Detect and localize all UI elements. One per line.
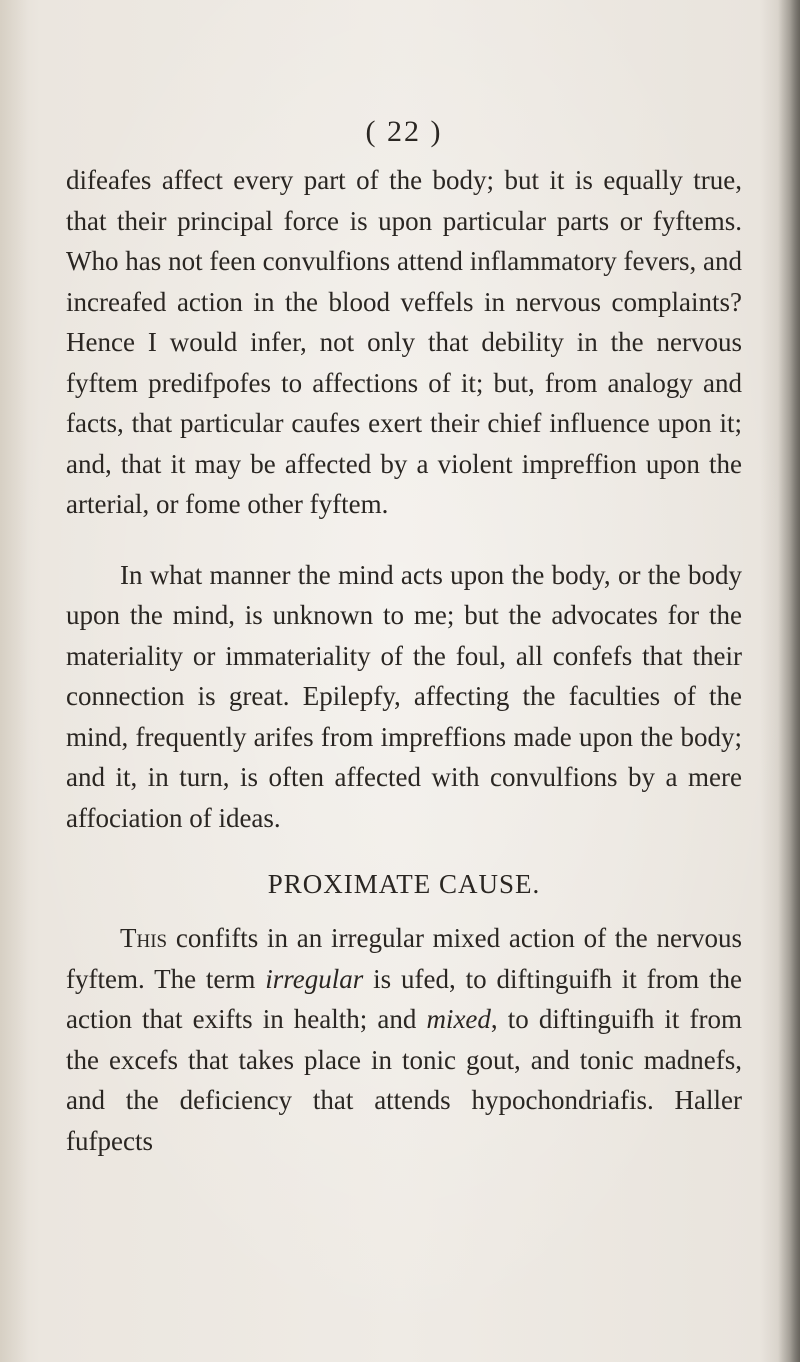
term-mixed: mixed [426,1004,491,1034]
section-text-2: is ufed, to diftinguifh it from the action that exifts in health; and [66,963,742,1034]
section-paragraph [66,918,742,1161]
section-text-1: confifts in an irregular mixed action of the nervous fyftem. The term [66,923,742,994]
page-right-shadow [778,0,800,1362]
section-heading: PROXIMATE CAUSE. [267,869,541,899]
paragraph-2: In what manner the mind acts upon the body, or the body upon the mind, is unknown to me; but the advocates for the materiality or immateriality of the foul, all confefs that their connection is great. Epilepfy, affecting the faculties of the mind, frequently arifes from impreffions made upon the body; and it, in turn, is often affected with convulfions by a mere affociation of ideas. [66,559,742,833]
paragraph-1: difeafes affect every part of the body; but it is equally true, that their principal force is upon particular parts or fyftems. Who has not feen convulfions attend inflammatory fevers, and increafed action in the blood veffels in nervous complaints? Hence I would infer, not only that debility in the nervous fyftem predifpofes to affections of it; but, from analogy and facts, that particular caufes exert their chief influence upon it; and, that it may be affected by a violent impreffion upon the arterial, or fome other fyftem. [66,165,742,519]
page-text [66,112,742,1161]
section-lead-word: This [120,923,168,953]
section-text-3: , to diftinguifh it from the excefs that takes place in tonic gout, and tonic madnefs, and the deficiency that attends hypochondriafis. Haller fufpects [66,1004,742,1156]
term-irregular: irregular [265,963,364,994]
page-left-shadow [0,0,28,1362]
page-number: ( 22 ) [365,115,443,148]
